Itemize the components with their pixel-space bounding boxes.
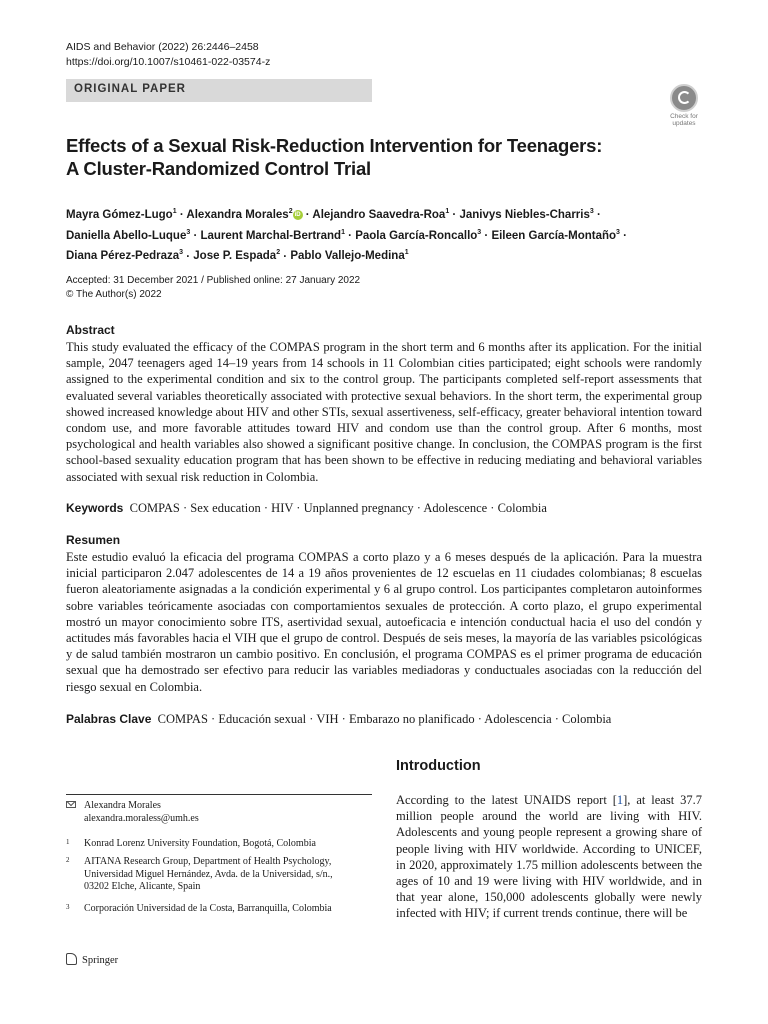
author-1[interactable]: Mayra Gómez-Lugo$^1$ (66, 208, 177, 221)
title-line-2: A Cluster-Randomized Control Trial (66, 158, 371, 179)
envelope-icon (66, 801, 76, 808)
article-type-banner (66, 79, 372, 102)
copyright: © The Author(s) 2022 (66, 289, 162, 300)
keywords-label: Keywords (66, 501, 124, 515)
accepted-published: Accepted: 31 December 2021 / Published online: 27 January 2022 (66, 275, 361, 286)
reference-link[interactable]: 1 (616, 793, 624, 807)
author-10[interactable]: Jose P. Espada$^2$ (193, 249, 281, 263)
author-list: Mayra Gómez-Lugo$^1$ · Alexandra Morales$^2$ iD · Alejandro Saavedra-Roa$^1$ · Janivys Niebles-Charris$^3$ · Daniella Abello-Luque$^3$ · Laurent Marchal-Bertrand$^1$ · Paola García-Roncallo$^3$ · Eileen García-Montaño$^3$ · Diana Pérez-Pedraza$^3$ · Jose P. Espada$^2$ · Pablo Vallejo-Medina$^1$ (66, 208, 627, 263)
orcid-icon[interactable]: iD (294, 211, 301, 218)
keywords (66, 500, 706, 516)
resumen-text: Este estudio evaluó la eficacia del programa COMPAS a corto plazo y a 6 meses después de la aplicación. Para la muestra inicial participaron 2.047 adolescentes de 14 a 19 años provenientes de 12 escuelas en 11 ciudades colombianas; 8 escuelas fueron aleatoriamente asignadas a la condición experimental y 6 al grupo control. Los participantes completaron autoinformes sobre variables teóricamente asociadas con comportamientos sexuales de protección. A corto plazo, el grupo experimental mostró un mayor conocimiento sobre ITS, asertividad sexual, autoeficacia e intención conductual hacia el uso del condón y actitudes más favorables hacia el VIH que el grupo de control. Después de seis meses, la mayoría de las variables psicológicas y de salud también mostraron un cambio positivo. En conclusión, el programa COMPAS es el primer programa de educación sexual que ha demostrado ser efectivo para reducir las variables mediadoras y conductuales asociadas con la reducción del riesgo sexual en Colombia. (66, 550, 702, 694)
abstract-heading: Abstract (66, 323, 115, 337)
author-5[interactable]: Daniella Abello-Luque$^3$ (66, 228, 191, 242)
author-9[interactable]: Diana Pérez-Pedraza$^3$ (66, 249, 184, 263)
check-for-updates-icon (670, 84, 698, 112)
journal-header (66, 40, 270, 70)
doi-link[interactable]: https://doi.org/10.1007/s10461-022-03574-z (66, 56, 271, 68)
springer-logo-icon (66, 953, 77, 965)
title-line-1: Effects of a Sexual Risk-Reduction Intervention for Teenagers: (66, 135, 603, 156)
introduction-heading: Introduction (396, 758, 481, 774)
publisher-name: Springer (82, 955, 119, 966)
author-11[interactable]: Pablo Vallejo-Medina$^1$ (290, 249, 409, 263)
author-7[interactable]: Paola García-Roncallo$^3$ (355, 228, 482, 242)
abstract-text: This study evaluated the efficacy of the COMPAS program in the short term and 6 months after its application. For the initial sample, 2047 teenagers aged 14–19 years from 14 schools in 11 Colombian cities participated; eight schools were randomly assigned to the experimental condition and six to the control group. The participants completed self-report assessments that evaluated several variables theoretically associated with protective sexual behaviors. In the short term, the experimental group showed increased knowledge about HIV and other STIs, sexual assertiveness, self-efficacy, greater behavioral intention toward condom use, and more favorable attitudes toward HIV and condom use than the control group. After 6 months, most psychological and health variables also showed a significant positive change. In conclusion, the COMPAS program is the first school-based sexuality education program that has been shown to be effective in reducing mediating and behavioral variables associated with sexual risk reduction in Colombia. (66, 340, 702, 484)
resumen-heading: Resumen (66, 533, 121, 547)
palabras-clave-list: COMPAS · Educación sexual · VIH · Embarazo no planificado · Adolescencia · Colombia (157, 712, 612, 726)
correspondence-name: Alexandra Morales (84, 800, 161, 811)
author-3[interactable]: Alejandro Saavedra-Roa$^1$ (312, 208, 450, 221)
check-for-updates-badge[interactable] (664, 84, 704, 127)
article-type-label: ORIGINAL PAPER (74, 83, 186, 95)
journal-citation: AIDS and Behavior (2022) 26:2446–2458 (66, 41, 259, 53)
correspondence-block: Alexandra Morales alexandra.moraless@umh.es 1 Konrad Lorenz University Foundation, Bogotá, Colombia 2 AITANA Research Group, Department of Health Psychology, Universidad Miguel Hernández, Avda. de la Universidad, s/n., 03202 Elche, Alicante, Spain 3 Corporación Universidad de la Costa, Barranquilla, Colombia (66, 800, 372, 825)
correspondence-email[interactable]: alexandra.moraless@umh.es (84, 812, 199, 824)
author-2[interactable]: Alexandra Morales$^2$ (186, 208, 293, 221)
palabras-clave-label: Palabras Clave (66, 712, 152, 726)
palabras-clave (66, 711, 706, 727)
publisher-footer (66, 953, 118, 966)
article-title (66, 134, 686, 180)
badge-line2: updates (672, 120, 696, 127)
introduction-text: According to the latest UNAIDS report [1], at least 37.7 million people around the world are living with HIV. Adolescents and young people represent a growing share of people living with HIV worldwide. According to UNICEF, in 2020, approximately 1.75 million adolescents between the ages of 10 and 19 were living with HIV worldwide, and in that year alone, 150,000 adolescents globally were newly infected with HIV; if current trends continue, there will be (396, 793, 702, 921)
badge-line1: Check for (670, 113, 698, 120)
author-6[interactable]: Laurent Marchal-Bertrand$^1$ (200, 228, 345, 242)
keywords-list: COMPAS · Sex education · HIV · Unplanned pregnancy · Adolescence · Colombia (129, 501, 547, 515)
publication-dates (66, 274, 360, 302)
author-4[interactable]: Janivys Niebles-Charris$^3$ (459, 208, 594, 221)
footnote-divider (66, 794, 372, 795)
author-8[interactable]: Eileen García-Montaño$^3$ (491, 228, 620, 242)
